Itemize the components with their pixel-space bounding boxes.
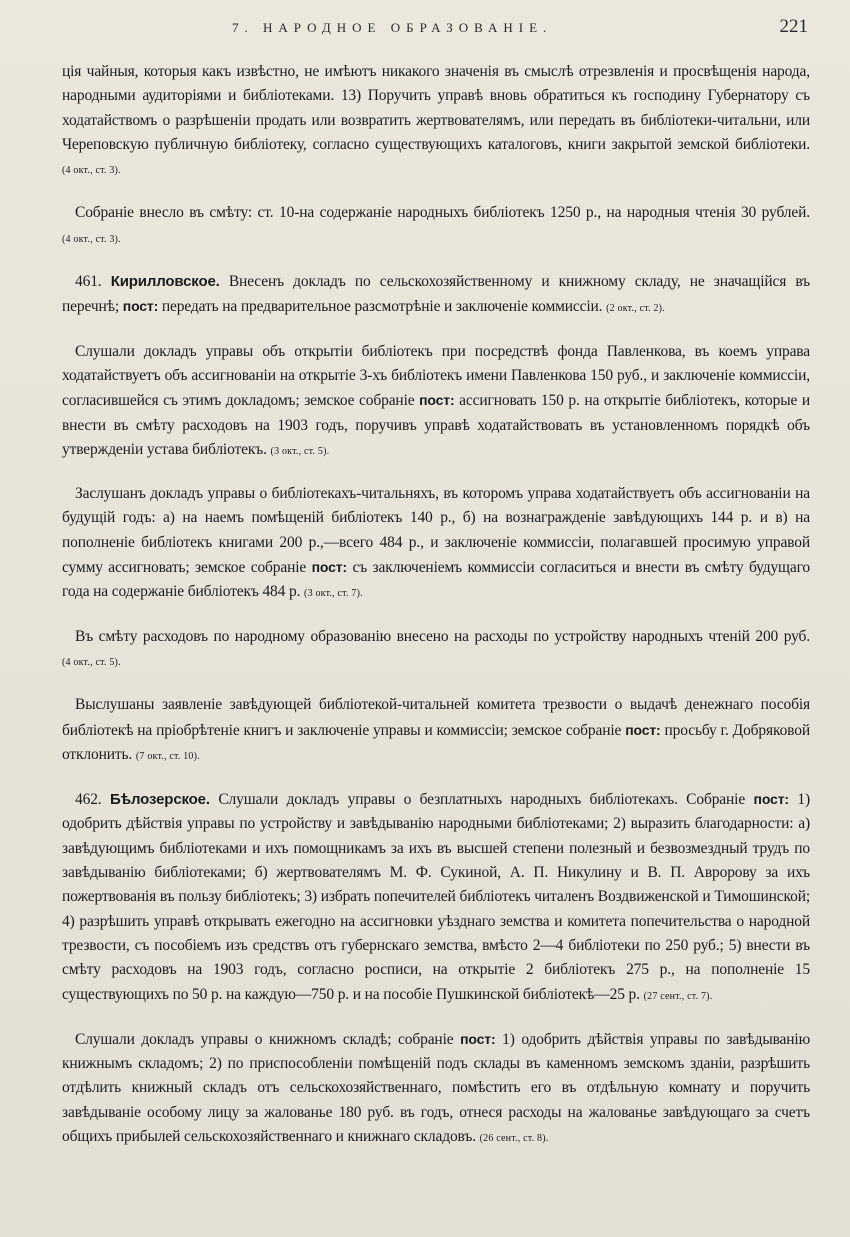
- paragraph: [62, 60, 810, 183]
- section-number: 461.: [75, 273, 102, 291]
- paragraph-text: Заслушанъ докладъ управы о библіотекахъ-читальняхъ, въ которомъ управа ходатайствуетъ объ ассигнованіи на будущій годъ: а) на наемъ помѣщеній библіотекъ 140 р., б) на вознагражденіе завѣдующихъ 144 р. и в) на пополненіе библіотекъ книгами 200 р.,—всего 484 р., и заключеніе коммиссіи, полагавшей просимую управой сумму ассигновать; земское собраніе: [62, 485, 810, 577]
- citation: (7 окт., ст. 10).: [135, 750, 200, 762]
- page-number: 221: [779, 16, 808, 37]
- citation: (2 окт., ст. 2).: [606, 303, 665, 315]
- citation: (4 окт., ст. 3).: [62, 165, 121, 177]
- citation: (27 сент., ст. 7).: [643, 990, 713, 1002]
- paragraph-text: Въ смѣту расходовъ по народному образованію внесено на расходы по устройству народныхъ чтеній 200 руб.: [75, 627, 810, 645]
- section-heading: Кирилловское.: [110, 273, 220, 291]
- citation: (26 сент., ст. 8).: [479, 1132, 549, 1144]
- section-heading: Бѣлозерское.: [109, 791, 210, 809]
- resolution-label: пост:: [311, 559, 348, 576]
- resolution-label: пост:: [419, 392, 455, 409]
- resolution-text: 1) одобрить дѣйствія управы по завѣдыванію книжнымъ складомъ; 2) по приспособленіи помѣщеній подъ склады въ каменномъ земскомъ зданіи, разрѣшить отдѣлить книжный складъ отъ сельскохозяйственнаго, помѣстить его въ отдѣльную комнату и поручить завѣдываніе особому лицу за жалованье 180 руб. въ годъ, отнеся расходы на жалованье завѣдующаго за счетъ общихъ прибылей сельскохозяйственнаго и книжнаго складовъ.: [62, 1030, 811, 1145]
- section-number: 462.: [75, 791, 102, 809]
- paragraph: [62, 482, 810, 606]
- document-body: [62, 60, 810, 1169]
- paragraph-text: ція чайныя, которыя какъ извѣстно, не имѣютъ никакого значенія въ смыслѣ отрезвленія и просвѣщенія народа, народными аудиторіями и библіотеками. 13) Поручить управѣ вновь обратиться къ господину Губернатору съ ходатайствомъ о разрѣшеніи продать или возвратить жертвователямъ, или передать въ библіотеки-читальни, или Череповскую публичную библіотеку, согласно существующихъ каталоговъ, книги закрытой земской библіотеки.: [62, 63, 810, 153]
- citation: (3 окт., ст. 5).: [270, 445, 330, 457]
- paragraph-text: Собраніе внесло въ смѣту: ст. 10-на содержаніе народныхъ библіотекъ 1250 р., на народныя чтенія 30 рублей.: [75, 204, 810, 222]
- section-paragraph: [62, 270, 810, 322]
- resolution-label: пост:: [460, 1030, 496, 1047]
- resolution-text: 1) одобрить дѣйствія управы по устройству и завѣдыванію народными библіотеками; 2) выразить благодарности: а) завѣдующимъ библіотеками и ихъ помощникамъ за ихъ въ высшей степени полезный и безвозмездный трудъ по завѣдыванію библіотеками; б) жертвователямъ М. Ф. Сукиной, А. П. Никулину и В. П. Авророву за ихъ пожертвованія въ пользу библіотекъ; 3) избрать попечителей библіотекъ читаленъ Воздвиженской и Тимошинской; 4) разрѣшить управѣ открывать ежегодно на ассигновки уѣзднаго земства и комитета попечительства о народной трезвости, съ пособіемъ изъ средствъ отъ губернскаго земства, вмѣсто 2—4 библіотеки по 250 руб.; 5) внести въ смѣту расходовъ на 1903 годъ, согласно росписи, на открытіе 2 библіотекъ 275 р., на пополненіе 15 существующихъ по 50 р. на каждую—750 р. и на пособіе Пушкинской библіотекѣ—25 р.: [62, 791, 810, 1003]
- paragraph-text: Слушали докладъ управы объ открытіи библіотекъ при посредствѣ фонда Павленкова, въ коемъ управа ходатайствуетъ объ ассигнованіи на открытіе 3-хъ библіотекъ имени Павленкова 150 руб., и заключеніе коммиссіи, согласившейся съ этимъ докладомъ; земское собраніе: [62, 342, 810, 410]
- resolution-text: передать на предварительное разсмотрѣніе и заключеніе коммиссіи.: [161, 298, 603, 316]
- resolution-label: пост:: [122, 298, 159, 315]
- paragraph: [62, 340, 810, 464]
- paragraph-text: Выслушаны заявленіе завѣдующей библіотекой-читальней комитета трезвости о выдачѣ денежнаго пособія библіотекѣ на пріобрѣтеніе книгъ и заключеніе управы и коммиссіи; земское собраніе: [62, 696, 810, 739]
- resolution-label: пост:: [625, 721, 661, 738]
- resolution-text: съ заключеніемъ коммиссіи согласиться и внести въ смѣту будущаго года на содержаніе библіотекъ 484 р.: [62, 559, 810, 601]
- paragraph: [62, 201, 810, 252]
- paragraph: [62, 625, 810, 676]
- paragraph: [62, 693, 810, 769]
- page-header: [62, 12, 810, 42]
- resolution-text: ассигновать 150 р. на открытіе библіотекъ, которые и внести въ смѣту расходовъ на 1903 годъ, поручивъ управѣ ходатайствовать въ установленномъ порядкѣ объ утвержденіи устава библіотекъ.: [62, 392, 811, 458]
- citation: (4 окт., ст. 3).: [62, 233, 121, 245]
- paragraph-text: Внесенъ докладъ по сельскохозяйственному и книжному складу, не значащійся въ перечнѣ;: [62, 273, 811, 316]
- paragraph: [62, 1027, 810, 1151]
- resolution-label: пост:: [753, 791, 789, 808]
- resolution-text: просьбу г. Добряковой отклонить.: [62, 721, 810, 763]
- paragraph-text: Слушали докладъ управы о безплатныхъ народныхъ библіотекахъ. Собраніе: [218, 791, 746, 809]
- section-paragraph: [62, 787, 810, 1009]
- citation: (3 окт., ст. 7).: [304, 588, 363, 600]
- paragraph-text: Слушали докладъ управы о книжномъ складѣ; собраніе: [75, 1030, 454, 1048]
- citation: (4 окт., ст. 5).: [62, 656, 121, 668]
- running-title: 7. НАРОДНОЕ ОБРАЗОВАНІЕ.: [232, 20, 553, 35]
